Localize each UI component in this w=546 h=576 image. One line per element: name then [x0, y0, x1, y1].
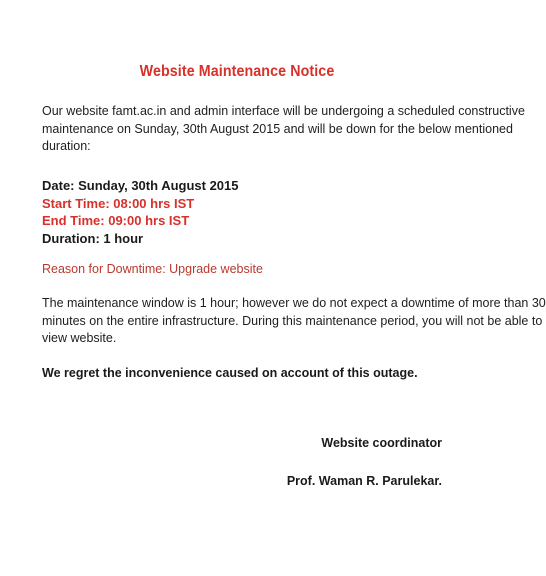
window-line: view website.: [42, 331, 117, 345]
signoff-role: Website coordinator: [321, 436, 442, 450]
date-line: Date: Sunday, 30th August 2015: [42, 178, 239, 193]
start-time-line: Start Time: 08:00 hrs IST: [42, 195, 195, 211]
intro-line: maintenance on Sunday, 30th August 2015 and will be down for the below mentioned: [42, 121, 513, 136]
window-line: minutes on the entire infrastructure. During this maintenance period, you will not be able to: [42, 313, 543, 328]
downtime-reason: Reason for Downtime: Upgrade website: [42, 262, 263, 276]
duration-line: Duration: 1 hour: [42, 230, 144, 246]
intro-line: duration:: [42, 139, 91, 153]
window-line: The maintenance window is 1 hour; however we do not expect a downtime of more than 30: [42, 296, 546, 310]
schedule-details: [42, 177, 239, 247]
regret-statement: We regret the inconvenience caused on account of this outage.: [42, 366, 418, 380]
end-time-line: End Time: 09:00 hrs IST: [42, 213, 190, 228]
notice-title: Website Maintenance Notice: [139, 63, 335, 80]
intro-line: Our website famt.ac.in and admin interface will be undergoing a scheduled constructive: [42, 104, 525, 118]
signoff-name: Prof. Waman R. Parulekar.: [286, 474, 442, 488]
intro-paragraph: [42, 103, 525, 156]
window-paragraph: [42, 295, 546, 348]
